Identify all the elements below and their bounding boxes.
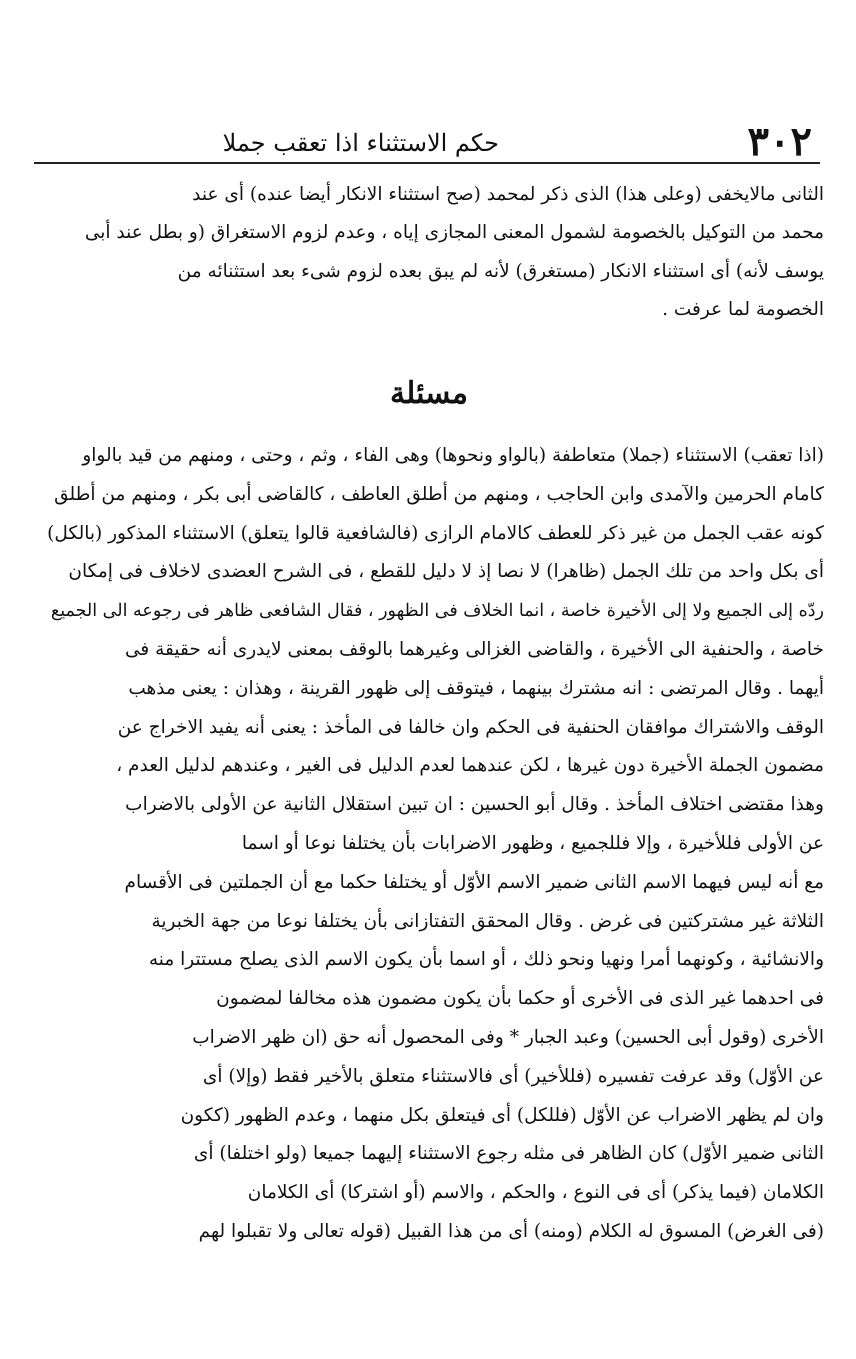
paragraph-2: [34, 437, 824, 1252]
text-line: (اذا تعقب) الاستثناء (جملا) متعاطفة (بالواو ونحوها) وهى الفاء ، وثم ، وحتى ، ومنهم من قيد بالواو: [82, 445, 824, 466]
text-line: وهذا مقتضى اختلاف المأخذ . وقال أبو الحسين : ان تبين استقلال الثانية عن الأولى بالاضراب: [125, 794, 824, 816]
text-line: عن الأوّل) وقد عرفت تفسيره (فللأخير) أى فالاستثناء متعلق بالأخير فقط (وإلا) أى: [202, 1065, 824, 1087]
text-line: مضمون الجملة الأخيرة دون غيرها ، لكن عندهما لعدم الدليل فى الغير ، وعندهم لدليل العدم ،: [116, 755, 824, 777]
header-rule: [34, 162, 820, 164]
text-line: عن الأولى فللأخيرة ، وإلا فللجميع ، وظهور الاضرابات بأن يختلفا نوعا أو اسما: [241, 832, 824, 854]
page-header: [34, 118, 824, 165]
text-line: كامام الحرمين والآمدى وابن الحاجب ، ومنهم من أطلق العاطف ، كالقاضى أبى بكر ، ومنهم من أطلق: [54, 483, 824, 505]
page-number: ٣٠٢: [747, 118, 812, 165]
text-line: أى بكل واحد من تلك الجمل (ظاهرا) لا نصا إذ لا دليل للقطع ، فى الشرح العضدى لاخلاف فى إمكان: [68, 561, 824, 583]
text-line: الثانى ضمير الأوّل) كان الظاهر فى مثله رجوع الاستثناء إليهما جميعا (ولو اختلفا) أى: [193, 1143, 824, 1165]
text-line: الثانى مالايخفى (وعلى هذا) الذى ذكر لمحمد (صح استثناء الانكار أيضا عنده) أى عند: [192, 184, 824, 205]
text-line: الوقف والاشتراك موافقان الحنفية فى الحكم وان خالفا فى المأخذ : يعنى أنه يفيد الاخراج عن: [117, 716, 824, 738]
text-line: فى احدهما غير الذى فى الأخرى أو حكما بأن يكون مضمون هذه مخالفا لمضمون: [216, 988, 824, 1010]
text-line: مع أنه ليس فيهما الاسم الثانى ضمير الاسم الأوّل أو يختلفا حكما مع أن الجملتين فى الأقسام: [124, 871, 824, 893]
text-line: أيهما . وقال المرتضى : انه مشترك بينهما ، فيتوقف إلى ظهور القرينة ، وهذان : يعنى مذهب: [128, 677, 824, 699]
text-line: يوسف لأنه) أى استثناء الانكار (مستغرق) لأنه لم يبق بعده لزوم شىء بعد استثنائه من: [177, 260, 824, 282]
text-line: الثلاثة غير مشتركتين فى غرض . وقال المحقق التفتازانى بأن يختلفا نوعا من جهة الخبرية: [151, 910, 824, 932]
text-line: الخصومة لما عرفت .: [662, 298, 824, 320]
paragraph-1: [34, 176, 824, 329]
text-line: محمد من التوكيل بالخصومة لشمول المعنى المجازى إياه ، وعدم لزوم الاستغراق (و بطل عند أبى: [84, 222, 824, 244]
text-line: ردّه إلى الجميع ولا إلى الأخيرة خاصة ، انما الخلاف فى الظهور ، فقال الشافعى ظاهر فى رجوعه الى الجميع: [50, 601, 824, 622]
text-line: خاصة ، والحنفية الى الأخيرة ، والقاضى الغزالى وغيرهما بالوقف بمعنى لايدرى أنه حقيقة فى: [125, 638, 824, 660]
running-title: حكم الاستثناء اذا تعقب جملا: [222, 129, 499, 157]
text-line: والانشائية ، وكونهما أمرا ونهيا ونحو ذلك ، أو اسما بأن يكون الاسم الذى يصلح مستترا منه: [148, 949, 824, 971]
text-line: كونه عقب الجمل من غير ذكر للعطف كالامام الرازى (فالشافعية قالوا يتعلق) الاستثناء المذكور (بالكل): [47, 522, 824, 544]
text-line: الأخرى (وقول أبى الحسين) وعبد الجبار * وفى المحصول أنه حق (ان ظهر الاضراب: [192, 1026, 824, 1048]
text-line: (فى الغرض) المسوق له الكلام (ومنه) أى من هذا القبيل (قوله تعالى ولا تقبلوا لهم: [198, 1220, 824, 1242]
text-line: وان لم يظهر الاضراب عن الأوّل (فللكل) أى فيتعلق بكل منهما ، وعدم الظهور (ككون: [180, 1104, 824, 1126]
section-title: مسئلة: [390, 376, 468, 411]
text-line: الكلامان (فيما يذكر) أى فى النوع ، والحكم ، والاسم (أو اشتركا) أى الكلامان: [247, 1182, 824, 1204]
